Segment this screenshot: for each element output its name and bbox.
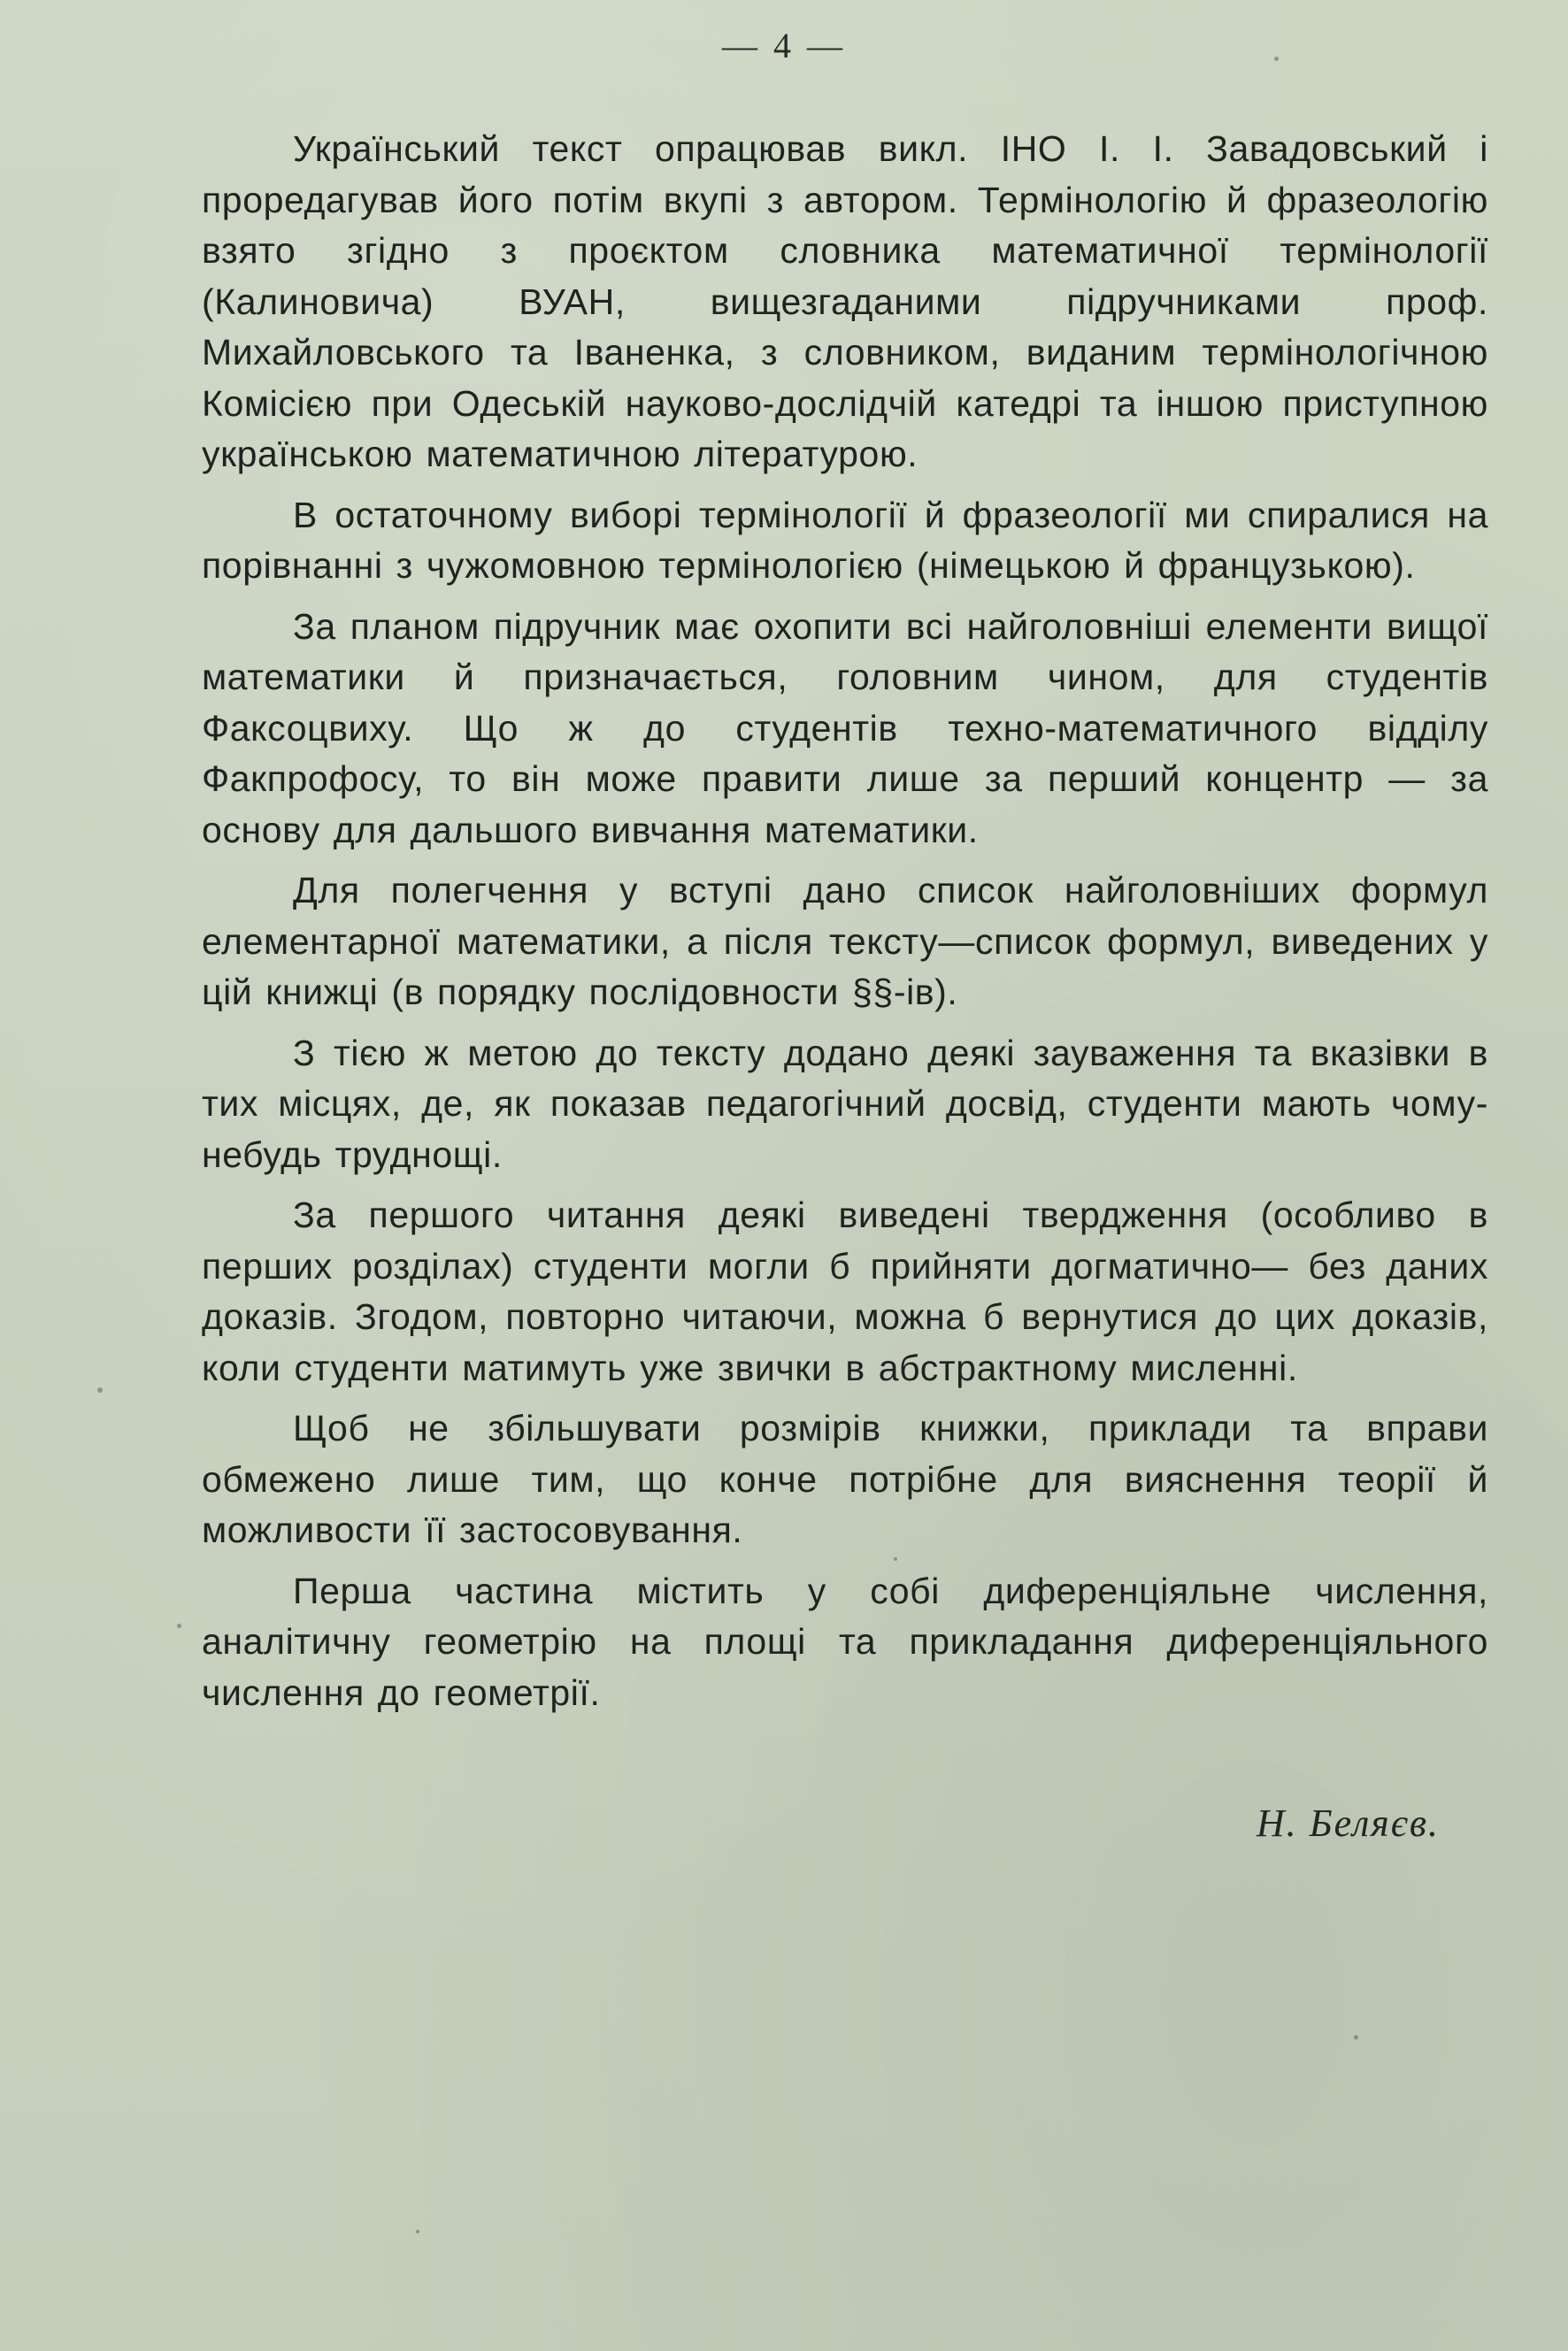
paragraph-3: За планом підручник має охопити всі найголовніші елементи вищої математики й призначається, головним чином, для студентів Факсоцвиху. Що ж до студентів техно-математичного відділу Факпрофосу, то він може правити лише за перший концентр — за основу для дальшого вивчання математики. xyxy=(202,605,1488,850)
paper-speck xyxy=(1274,57,1279,61)
paper-speck xyxy=(1354,2035,1358,2040)
paragraph-1: Український текст опрацював викл. ІНО І. І. Завадовський і проредагував його потім вкупі з автором. Термінологію й фразеологію взято згідно з проєктом словника математичної термінології (Калиновича) ВУАН, вищезгаданими підручниками проф. Михайловського та Іваненка, з словником, виданим термінологічною Комісією при Одеській науково-дослідчій катедрі та іншою приступною українською математичною літературою. xyxy=(202,128,1488,474)
page-number: — 4 — xyxy=(722,26,846,65)
paper-speck xyxy=(894,1557,897,1561)
paragraph-6: За першого читання деякі виведені твердження (особливо в перших розділах) студенти могли б прийняти догматично— без даних доказів. Згодом, повторно читаючи, можна б вернутися до цих доказів, коли студенти матимуть уже звички в абстрактному мисленні. xyxy=(202,1195,1488,1388)
paper-speck xyxy=(177,1624,181,1628)
preface-text xyxy=(202,124,1488,1728)
paragraph-4: Для полегчення у вступі дано список найголовніших формул елементарної математики, а після тексту—список формул, виведених у цій книжці (в порядку послідовности §§-ів). xyxy=(202,870,1488,1012)
paragraph-2: В остаточному виборі термінології й фразеології ми спиралися на порівнанні з чужомовною термінологією (німецькою й французькою). xyxy=(202,494,1488,586)
paper-speck xyxy=(416,2230,419,2233)
paragraph-8: Перша частина містить у собі диференціяльне числення, аналітичну геометрію на площі та прикладання диференціяльного числення до геометрії. xyxy=(202,1570,1488,1713)
author-signature: Н. Беляєв. xyxy=(1256,1802,1440,1845)
paragraph-7: Щоб не збільшувати розмірів книжки, приклади та вправи обмежено лише тим, що конче потрібне для вияснення теорії й можливости її застосовування. xyxy=(202,1408,1488,1550)
paper-speck xyxy=(97,1387,103,1393)
paragraph-5: З тією ж метою до тексту додано деякі зауваження та вказівки в тих місцях, де, як показав педагогічний досвід, студенти мають чому-небудь труднощі. xyxy=(202,1032,1488,1175)
